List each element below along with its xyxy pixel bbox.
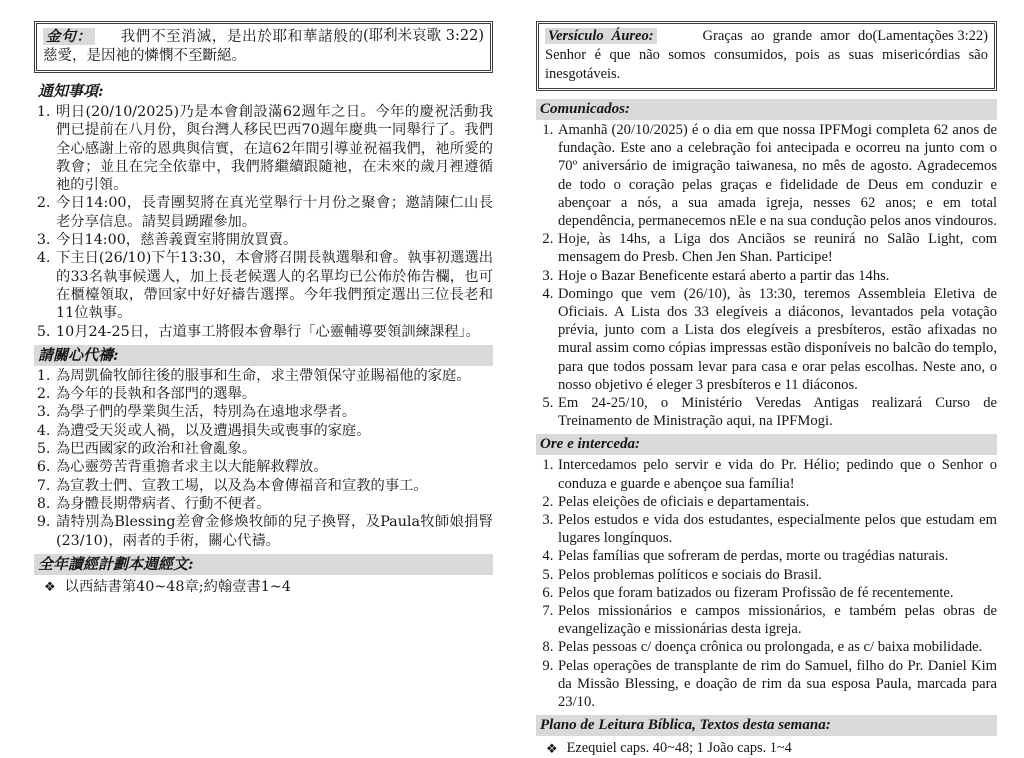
notice-item: 5. 10月24-25日，古道事工將假本會舉行「心靈輔導要領訓練課程」。 (55, 323, 493, 341)
notices-list-zh (34, 103, 493, 341)
section-title-prayers-zh: 請關心代禱: (34, 345, 493, 366)
prayer-item: 3. Pelos estudos e vida dos estudantes, especialmente pelos que estudam em lugares longínquos. (557, 511, 997, 547)
chinese-column (34, 21, 493, 724)
golden-verse-box-zh (34, 21, 493, 73)
prayer-item: 4. 為遭受天災或人禍，以及遭遇損失或喪事的家庭。 (55, 422, 493, 440)
golden-verse-reference-zh: (耶利米哀歌 3:22) (363, 28, 484, 44)
section-title-reading-plan-pt: Plano de Leitura Bíblica, Textos desta semana: (536, 715, 997, 736)
prayer-item: 9. Pelas operações de transplante de rim do Samuel, filho do Pr. Daniel Kim da Missão Blessing, e doação de rim da sua esposa Paula, marcada para 23/10. (557, 657, 997, 712)
prayer-item: 3. 為學子們的學業與生活，特別為在遠地求學者。 (55, 403, 493, 421)
prayer-item: 6. 為心靈勞苦背重擔者求主以大能解救釋放。 (55, 458, 493, 476)
reading-plan-text-pt: Ezequiel caps. 40~48; 1 João caps. 1~4 (566, 740, 792, 757)
notice-item: 2. Hoje, às 14hs, a Liga dos Anciãos se reunirá no Salão Light, com mensagem do Presb. Chen Jen Shan. Participe! (557, 230, 997, 266)
prayer-item: 7. 為宣教士們、宣教工場，以及為本會傳福音和宣教的事工。 (55, 477, 493, 495)
prayer-item: 8. Pelas pessoas c/ doença crônica ou prolongada, e as c/ baixa mobilidade. (557, 638, 997, 656)
prayer-item: 1. Intercedamos pelo servir e vida do Pr. Hélio; pedindo que o Senhor o conduza e guarde e abençoe sua família! (557, 456, 997, 492)
notice-item: 4. Domingo que vem (26/10), às 13:30, teremos Assembleia Eletiva de Oficiais. A Lista dos 33 elegíveis a diáconos, levantados pela votação prévia, junto com a Lista dos elegíveis a presbíteros, estão afixadas no mural assim como cópias impressas estão disponíveis no balcão do templo, para que todos possam levar para casa e orar pelas escolhas. Neste ano, o nosso objetivo é eleger 3 presbíteros e 11 diáconos. (557, 285, 997, 394)
section-title-reading-plan-zh: 全年讀經計劃本週經文: (34, 554, 493, 575)
notice-item: 5. Em 24-25/10, o Ministério Veredas Antigas realizará Curso de Treinamento de Ministração aqui, na IPFMogi. (557, 394, 997, 430)
section-title-prayers-pt: Ore e interceda: (536, 434, 997, 455)
prayer-item: 4. Pelas famílias que sofreram de perdas, morte ou tragédias naturais. (557, 547, 997, 565)
prayers-list-pt (536, 456, 997, 711)
notice-item: 4. 下主日(26/10)下午13:30，本會將召開長執選舉和會。執事初選選出的33名執事候選人，加上長老候選人的名單均已公佈於佈告欄，也可在櫃檯領取，帶回家中好好禱告選擇。今年我們預定選出三位長老和11位執事。 (55, 249, 493, 322)
prayers-list-zh (34, 367, 493, 550)
section-title-notices-zh: 通知事項: (38, 82, 104, 100)
notices-list-pt (536, 121, 997, 430)
prayer-item: 5. Pelos problemas políticos e sociais do Brasil. (557, 566, 997, 584)
prayer-item: 9. 請特別為Blessing差會金修煥牧師的兒子換腎，及Paula牧師娘捐腎(23/10)，兩者的手術，關心代禱。 (55, 513, 493, 550)
prayer-item: 7. Pelos missionários e campos missionários, e também pelas obras de evangelização e missionárias desta igreja. (557, 602, 997, 638)
reading-plan-line-pt (546, 739, 997, 758)
prayer-item: 2. 為今年的長執和各部門的選舉。 (55, 385, 493, 403)
golden-verse-text-pt: Graças ao grande amor do Senhor é que não somos consumidos, pois as suas misericórdias são inesgotáveis. (545, 28, 988, 82)
golden-verse-reference-pt: (Lamentações 3:22) (872, 28, 988, 44)
prayer-item: 1. 為周凱倫牧師往後的服事和生命，求主帶領保守並賜福他的家庭。 (55, 367, 493, 385)
diamond-bullet-icon: ❖ (546, 741, 558, 757)
notice-item: 3. Hoje o Bazar Beneficente estará aberto a partir das 14hs. (557, 267, 997, 285)
reading-plan-text-zh: 以西結書第40~48章;約翰壹書1~4 (64, 578, 291, 595)
notice-item: 3. 今日14:00，慈善義賣室將開放買賣。 (55, 231, 493, 249)
golden-verse-label-zh: 金句： (43, 28, 95, 45)
notice-item: 2. 今日14:00，長青團契將在真光堂舉行十月份之聚會；邀請陳仁山長老分享信息。請契員踴躍參加。 (55, 194, 493, 231)
notice-item: 1. 明日(20/10/2025)乃是本會創設滿62週年之日。今年的慶祝活動我們已提前在八月份，與台灣人移民巴西70週年慶典一同舉行了。我們全心感謝上帝的恩典與信實，在這62年間引導並祝福我們，祂所愛的教會；並且在完全依靠中，我們將繼續跟隨祂，在未來的歲月裡遵循祂的引領。 (55, 103, 493, 194)
golden-verse-box-pt (536, 21, 997, 91)
section-title-notices-pt: Comunicados: (536, 99, 997, 120)
prayer-item: 6. Pelos que foram batizados ou fizeram Profissão de fé recentemente. (557, 584, 997, 602)
portuguese-column (536, 21, 997, 757)
notice-item: 1. Amanhã (20/10/2025) é o dia em que nossa IPFMogi completa 62 anos de fundação. Este ano a celebração foi antecipada e ocorreu na junto com o 70º aniversário de imigração taiwanesa, no mês de agosto. Agradecemos de todo o coração pelas graças e fidelidade de Deus em conduzir e abençoar a nós, a sua amada igreja, nesses 62 anos; e em total dependência, permanecemos nEle e na sua condução pelos anos vindouros. (557, 121, 997, 230)
diamond-bullet-icon: ❖ (44, 579, 56, 595)
prayer-item: 5. 為巴西國家的政治和社會亂象。 (55, 440, 493, 458)
golden-verse-label-pt: Versículo Áureo: (545, 28, 657, 44)
prayer-item: 8. 為身體長期帶病者、行動不便者。 (55, 495, 493, 513)
reading-plan-line-zh (44, 578, 493, 597)
prayer-item: 2. Pelas eleições de oficiais e departamentais. (557, 493, 997, 511)
golden-verse-text-zh: 我們不至消滅，是出於耶和華諸般的慈愛，是因祂的憐憫不至斷絕。 (43, 29, 364, 64)
